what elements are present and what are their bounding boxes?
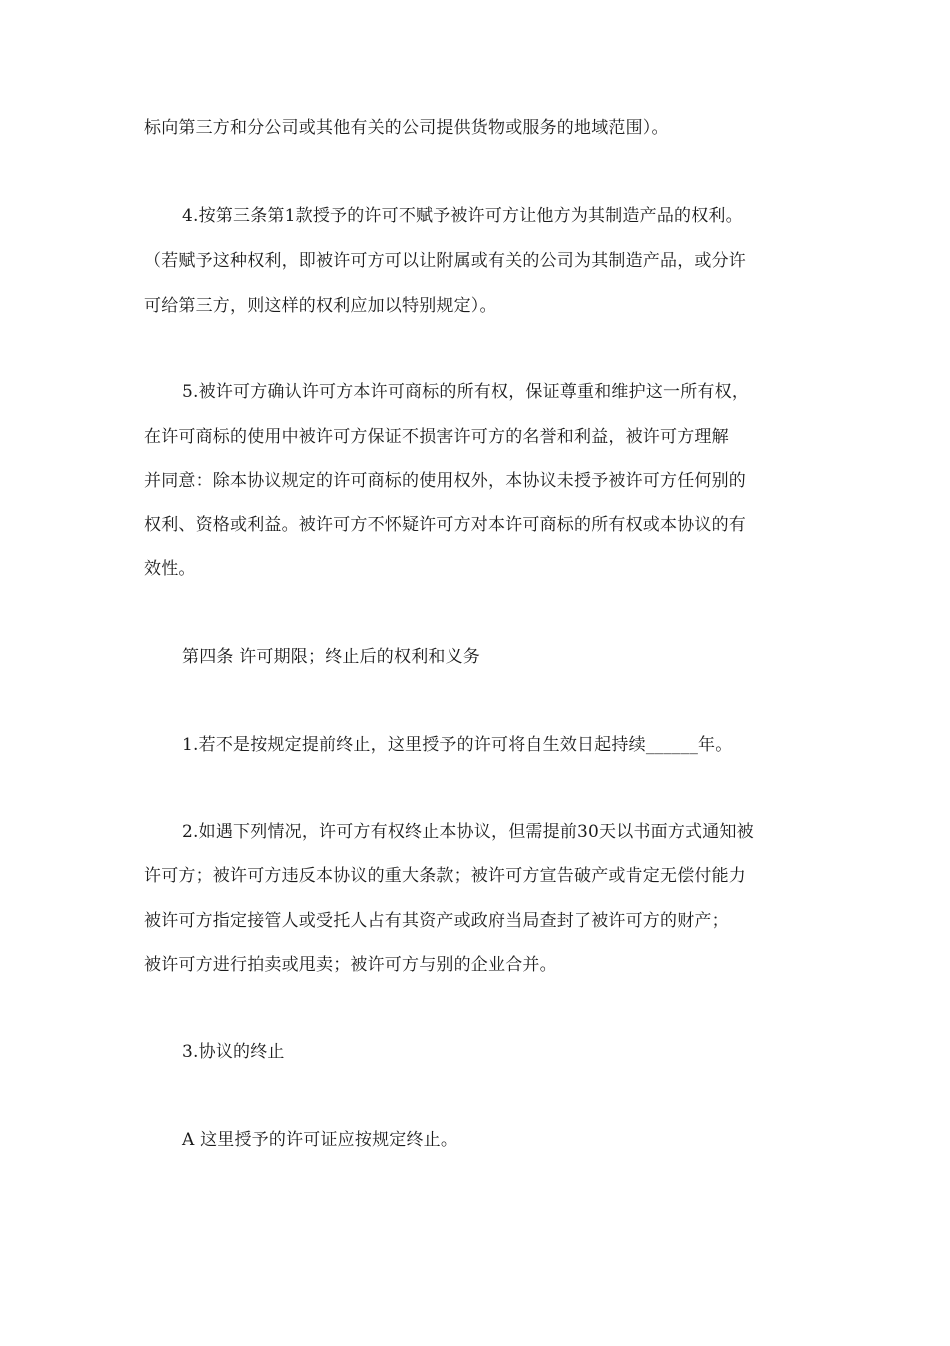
paragraph-line: 被许可方进行拍卖或甩卖；被许可方与别的企业合并。 [144, 955, 557, 975]
paragraph-line: 标向第三方和分公司或其他有关的公司提供货物或服务的地域范围）。 [144, 118, 669, 138]
paragraph-line: 在许可商标的使用中被许可方保证不损害许可方的名誉和利益，被许可方理解 [144, 427, 729, 447]
paragraph-line: 4.按第三条第1款授予的许可不赋予被许可方让他方为其制造产品的权利。 [182, 206, 743, 226]
paragraph-line: （若赋予这种权利，即被许可方可以让附属或有关的公司为其制造产品，或分许 [144, 251, 746, 271]
paragraph-line: 并同意：除本协议规定的许可商标的使用权外，本协议未授予被许可方任何别的 [144, 471, 746, 491]
paragraph-line: 3.协议的终止 [182, 1042, 285, 1062]
paragraph-line: 2.如遇下列情况，许可方有权终止本协议，但需提前30天以书面方式通知被 [182, 822, 754, 842]
paragraph-line: A 这里授予的许可证应按规定终止。 [182, 1130, 459, 1150]
section-heading: 第四条 许可期限；终止后的权利和义务 [182, 647, 481, 667]
paragraph-line: 可给第三方，则这样的权利应加以特别规定）。 [144, 296, 497, 316]
paragraph-line: 权利、资格或利益。被许可方不怀疑许可方对本许可商标的所有权或本协议的有 [144, 515, 746, 535]
paragraph-line: 许可方；被许可方违反本协议的重大条款；被许可方宣告破产或肯定无偿付能力 [144, 866, 746, 886]
paragraph-line: 5.被许可方确认许可方本许可商标的所有权，保证尊重和维护这一所有权， [182, 382, 750, 402]
paragraph-line: 1.若不是按规定提前终止，这里授予的许可将自生效日起持续______年。 [182, 735, 733, 755]
paragraph-line: 效性。 [144, 559, 196, 579]
paragraph-line: 被许可方指定接管人或受托人占有其资产或政府当局查封了被许可方的财产； [144, 911, 729, 931]
